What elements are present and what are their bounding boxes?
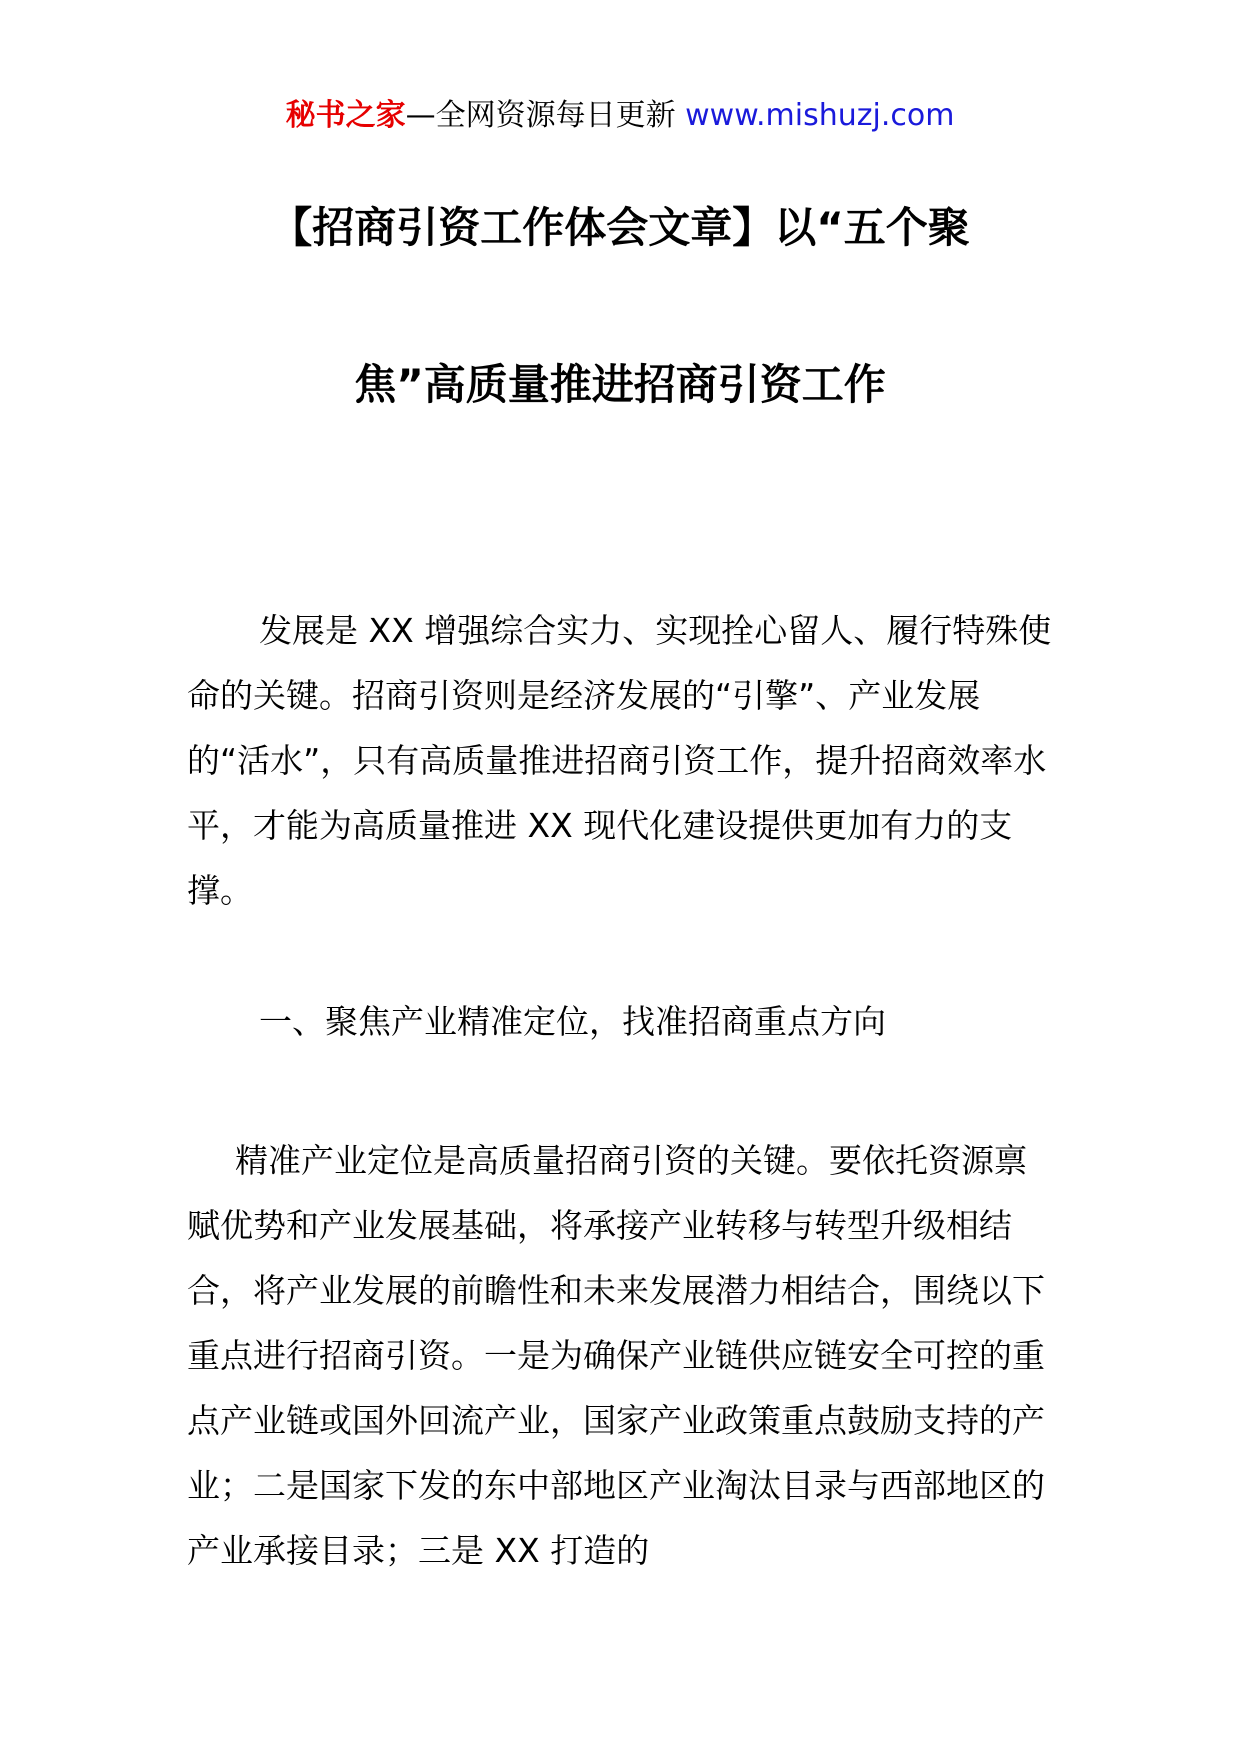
site-header bbox=[0, 96, 1240, 136]
document-title-line-2: 焦”高质量推进招商引资工作 bbox=[354, 360, 886, 409]
section-1-paragraph: 精准产业定位是高质量招商引资的关键。要依托资源禀赋优势和产业发展基础，将承接产业转移与转型升级相结合，将产业发展的前瞻性和未来发展潜力相结合，围绕以下重点进行招商引资。一是为确保产业链供应链安全可控的重点产业链或国外回流产业，国家产业政策重点鼓励支持的产业；二是国家下发的东中部地区产业淘汰目录与西部地区的产业承接目录；三是 XX 打造的 bbox=[187, 1141, 1045, 1570]
header-slogan: —全网资源每日更新 bbox=[405, 98, 676, 133]
section-1-heading: 一、聚焦产业精准定位，找准招商重点方向 bbox=[259, 1002, 886, 1041]
document-title-line-1: 【招商引资工作体会文章】以“五个聚 bbox=[270, 203, 970, 252]
site-url-link[interactable]: www.mishuzj.com bbox=[685, 98, 955, 133]
intro-paragraph: 发展是 XX 增强综合实力、实现拴心留人、履行特殊使命的关键。招商引资则是经济发展的“引擎”、产业发展的“活水”，只有高质量推进招商引资工作，提升招商效率水平，才能为高质量推进 XX 现代化建设提供更加有力的支撑。 bbox=[187, 611, 1052, 910]
brand-name: 秘书之家 bbox=[285, 98, 406, 133]
